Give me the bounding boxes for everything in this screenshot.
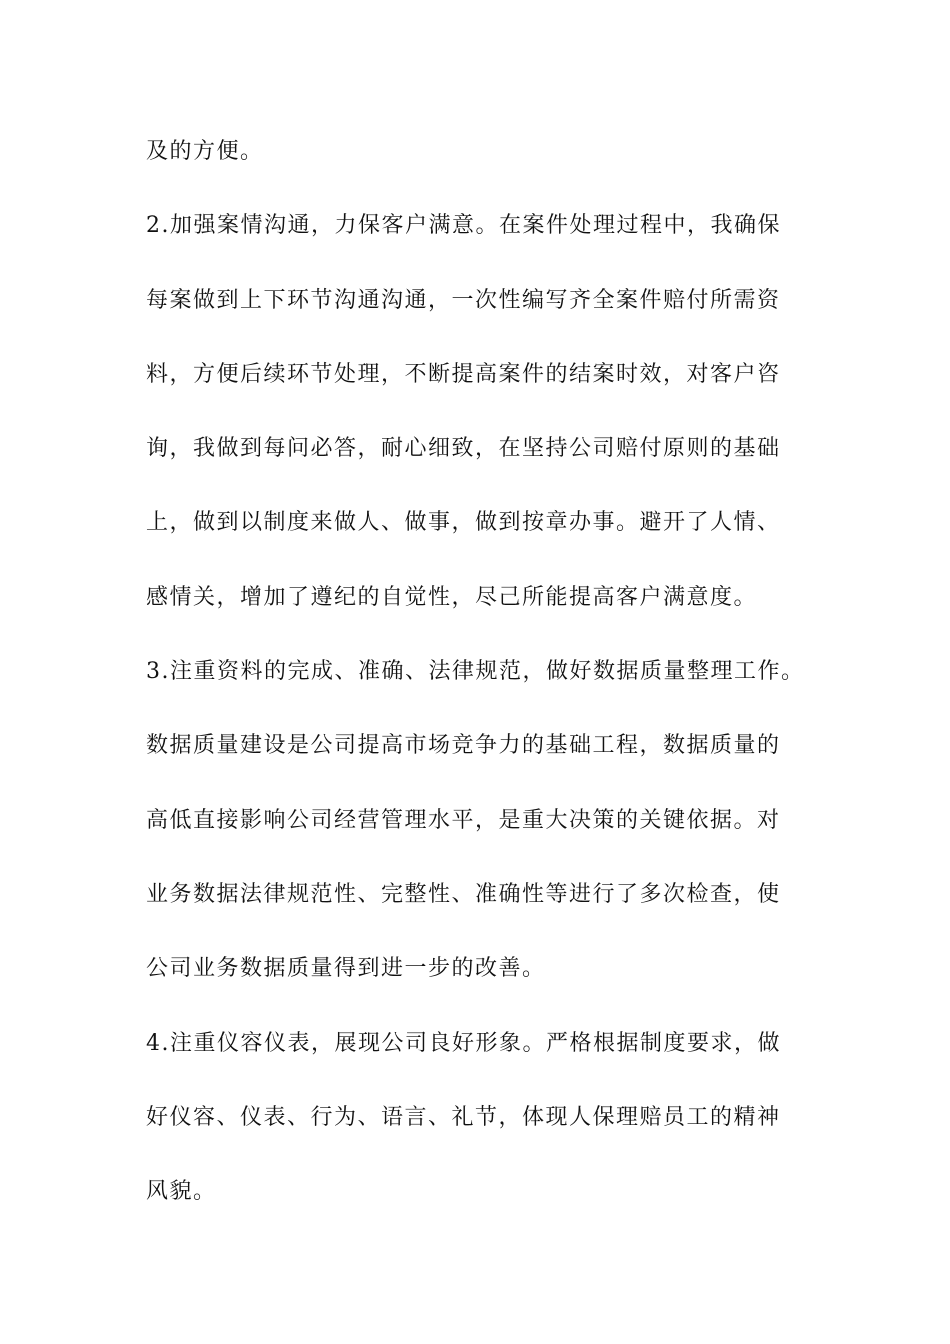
text-line: 料，方便后续环节处理，不断提高案件的结案时效，对客户咨 — [146, 361, 781, 387]
text-line: 感情关，增加了遵纪的自觉性，尽己所能提高客户满意度。 — [146, 584, 758, 610]
text-line: 公司业务数据质量得到进一步的改善。 — [146, 956, 546, 982]
text-line: 风貌。 — [146, 1179, 217, 1205]
text-line: 2.加强案情沟通，力保客户满意。在案件处理过程中，我确保 — [146, 213, 781, 239]
text-line: 4.注重仪容仪表，展现公司良好形象。严格根据制度要求，做 — [146, 1030, 781, 1056]
text-line: 好仪容、仪表、行为、语言、礼节，体现人保理赔员工的精神 — [146, 1104, 781, 1130]
text-line: 3.注重资料的完成、准确、法律规范，做好数据质量整理工作。 — [146, 659, 805, 685]
text-line: 业务数据法律规范性、完整性、准确性等进行了多次检查，使 — [146, 881, 781, 907]
text-line: 上，做到以制度来做人、做事，做到按章办事。避开了人情、 — [146, 510, 781, 536]
text-line: 及的方便。 — [146, 139, 264, 164]
text-line: 数据质量建设是公司提高市场竞争力的基础工程，数据质量的 — [146, 733, 781, 759]
text-line: 高低直接影响公司经营管理水平，是重大决策的关键依据。对 — [146, 807, 781, 833]
text-line: 每案做到上下环节沟通沟通，一次性编写齐全案件赔付所需资 — [146, 287, 781, 313]
body-text — [146, 130, 836, 1244]
text-line: 询，我做到每问必答，耐心细致，在坚持公司赔付原则的基础 — [146, 436, 781, 462]
